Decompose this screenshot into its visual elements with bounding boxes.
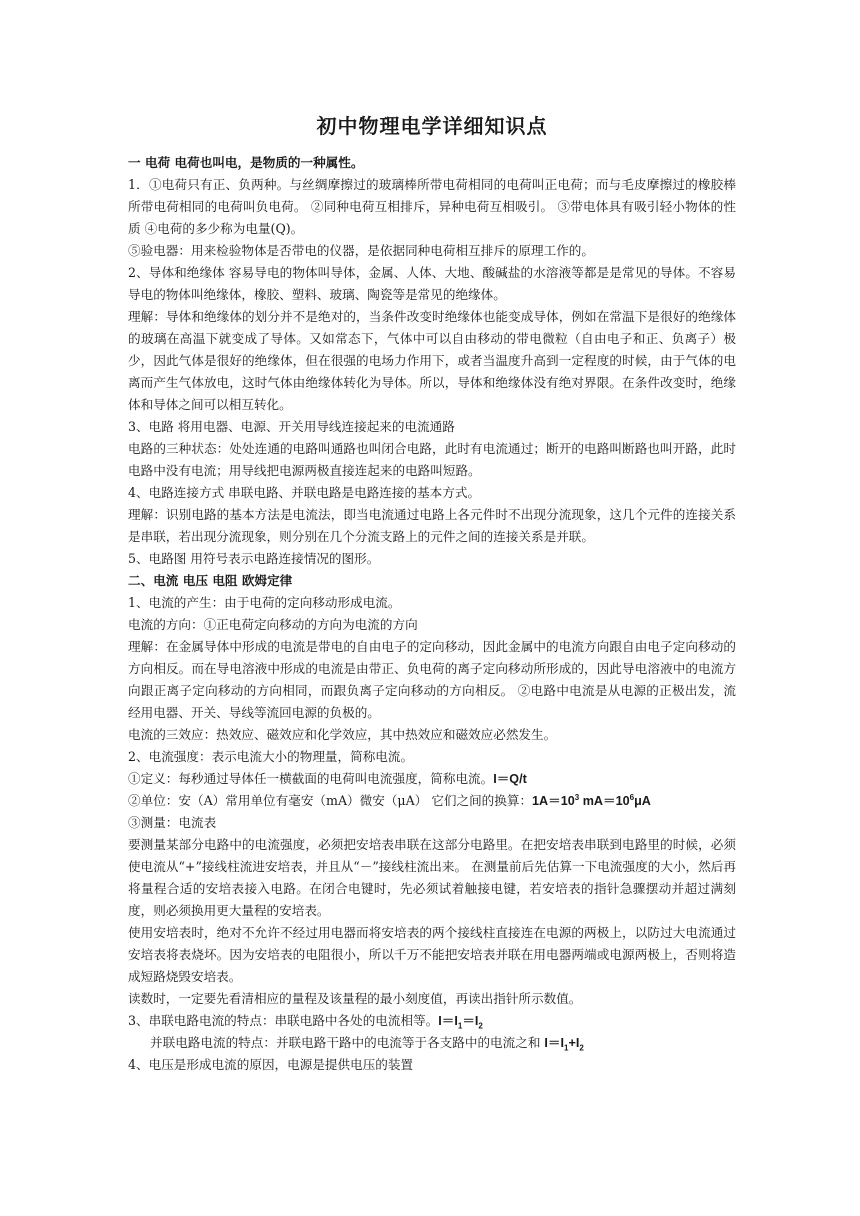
parallel-formula [544, 1036, 584, 1053]
formula-subscript: 2 [579, 1043, 584, 1053]
paragraph: 3、电路 将用电器、电源、开关用导线连接起来的电流通路 [128, 419, 455, 434]
formula-part: ＝I [462, 1014, 479, 1028]
formula-subscript: 2 [478, 1021, 483, 1031]
document-body-continued [128, 812, 736, 1010]
formula-subscript: 1 [564, 1043, 569, 1053]
voltage-paragraph: 4、电压是形成电流的原因，电源是提供电压的装置 [128, 1057, 414, 1072]
series-rule-paragraph [128, 1010, 736, 1032]
parallel-rule-text: 并联电路电流的特点：并联电路干路中的电流等于各支路中的电流之和 [150, 1035, 545, 1050]
paragraph: 电路的三种状态：处处连通的电路叫通路也叫闭合电路，此时有电流通过；断开的电路叫断路也叫开路，此时电路中没有电流；用导线把电源两极直接连起来的电路叫短路。 [128, 441, 736, 478]
formula-part: I＝I [438, 1014, 458, 1028]
formula-part: +I [568, 1036, 580, 1050]
definition-text: ①定义：每秒通过导体任一横截面的电荷叫电流强度，简称电流。 [128, 771, 494, 786]
paragraph: 1、电流的产生：由于电荷的定向移动形成电流。 [128, 595, 401, 610]
paragraph: 使用安培表时，绝对不允许不经过用电器而将安培表的两个接线柱直接连在电源的两极上，以防过大电流通过安培表将表烧坏。因为安培表的电阻很小，所以千万不能把安培表并联在用电器两端或电源两极上，否则将造成短路烧毁安培表。 [128, 925, 736, 984]
paragraph: 2、导体和绝缘体 容易导电的物体叫导体，金属、人体、大地、酸碱盐的水溶液等都是是常见的导体。不容易导电的物体叫绝缘体，橡胶、塑料、玻璃、陶瓷等是常见的绝缘体。 [128, 265, 736, 302]
parallel-rule-paragraph [128, 1032, 736, 1054]
document-body [128, 152, 736, 768]
series-formula [438, 1014, 483, 1031]
paragraph: 要测量某部分电路中的电流强度，必须把安培表串联在这部分电路里。在把安培表串联到电路里的时候，必须使电流从“+”接线柱流进安培表，并且从“－”接线柱流出来。 在测量前后先估算一下电流强度的大小，然后再将量程合适的安培表接入电路。在闭合电键时，先必须试着触接电键，若安培表的指针急骤摆动并超过满刻度，则必须换用更大量程的安培表。 [128, 837, 736, 918]
formula-part: I＝I [544, 1036, 565, 1050]
formula-part: μA [634, 794, 651, 808]
section-heading: 一 电荷 电荷也叫电，是物质的一种属性。 [128, 155, 364, 170]
series-rule-text: 3、串联电路电流的特点：串联电路中各处的电流相等。 [128, 1013, 439, 1028]
formula-exponent: 6 [629, 792, 635, 802]
paragraph: 理解：在金属导体中形成的电流是带电的自由电子的定向移动，因此金属中的电流方向跟自由电子定向移动的方向相反。而在导电溶液中形成的电流是由带正、负电荷的离子定向移动所形成的，因此导电溶液中的电流方向跟正离子定向移动的方向相同，而跟负离子定向移动的方向相反。 ②电路中电流是从电源的正极出发，流经用电器、开关、导线等流回电源的负极的。 [128, 639, 736, 720]
unit-conversion-formula [532, 794, 651, 808]
paragraph: 电流的三效应：热效应、磁效应和化学效应，其中热效应和磁效应必然发生。 [128, 727, 557, 742]
paragraph: 电流的方向：①正电荷定向移动的方向为电流的方向 [128, 617, 418, 632]
formula-part: mA＝10 [579, 794, 630, 808]
units-text: ②单位：安（A）常用单位有毫安（mA）微安（μA） 它们之间的换算： [128, 793, 533, 808]
units-paragraph [128, 790, 736, 812]
paragraph: 2、电流强度：表示电流大小的物理量，简称电流。 [128, 749, 414, 764]
formula-exponent: 3 [574, 792, 580, 802]
paragraph: 理解：导体和绝缘体的划分并不是绝对的，当条件改变时绝缘体也能变成导体，例如在常温下是很好的绝缘体的玻璃在高温下就变成了导体。又如常态下，气体中可以自由移动的带电微粒（自由电子和正、负离子）极少，因此气体是很好的绝缘体，但在很强的电场力作用下，或者当温度升高到一定程度的时候，由于气体的电离而产生气体放电，这时气体由绝缘体转化为导体。所以，导体和绝缘体没有绝对界限。在条件改变时，绝缘体和导体之间可以相互转化。 [128, 309, 736, 412]
paragraph: 读数时，一定要先看清相应的量程及该量程的最小刻度值，再读出指针所示数值。 [128, 991, 582, 1006]
formula-subscript: 1 [457, 1021, 463, 1031]
page-title: 初中物理电学详细知识点 [316, 114, 548, 138]
section-heading: 二、电流 电压 电阻 欧姆定律 [128, 573, 293, 588]
current-formula: I＝Q/t [493, 772, 527, 786]
paragraph: 理解：识别电路的基本方法是电流法，即当电流通过电路上各元件时不出现分流现象，这几个元件的连接关系是串联，若出现分流现象，则分别在几个分流支路上的元件之间的连接关系是并联。 [128, 507, 736, 544]
paragraph: 4、电路连接方式 串联电路、并联电路是电路连接的基本方式。 [128, 485, 481, 500]
definition-paragraph [128, 768, 736, 790]
paragraph: 5、电路图 用符号表示电路连接情况的图形。 [128, 551, 380, 566]
paragraph: ③测量：电流表 [128, 815, 217, 830]
formula-part: 1A＝10 [532, 794, 575, 808]
paragraph: 1．①电荷只有正、负两种。与丝绸摩擦过的玻璃棒所带电荷相同的电荷叫正电荷；而与毛皮摩擦过的橡胶棒所带电荷相同的电荷叫负电荷。 ②同种电荷互相排斥，异种电荷互相吸引。 ③带电体具有吸引轻小物体的性质 ④电荷的多少称为电量(Q)。 [128, 177, 736, 236]
paragraph: ⑤验电器：用来检验物体是否带电的仪器，是依据同种电荷相互排斥的原理工作的。 [128, 243, 594, 258]
